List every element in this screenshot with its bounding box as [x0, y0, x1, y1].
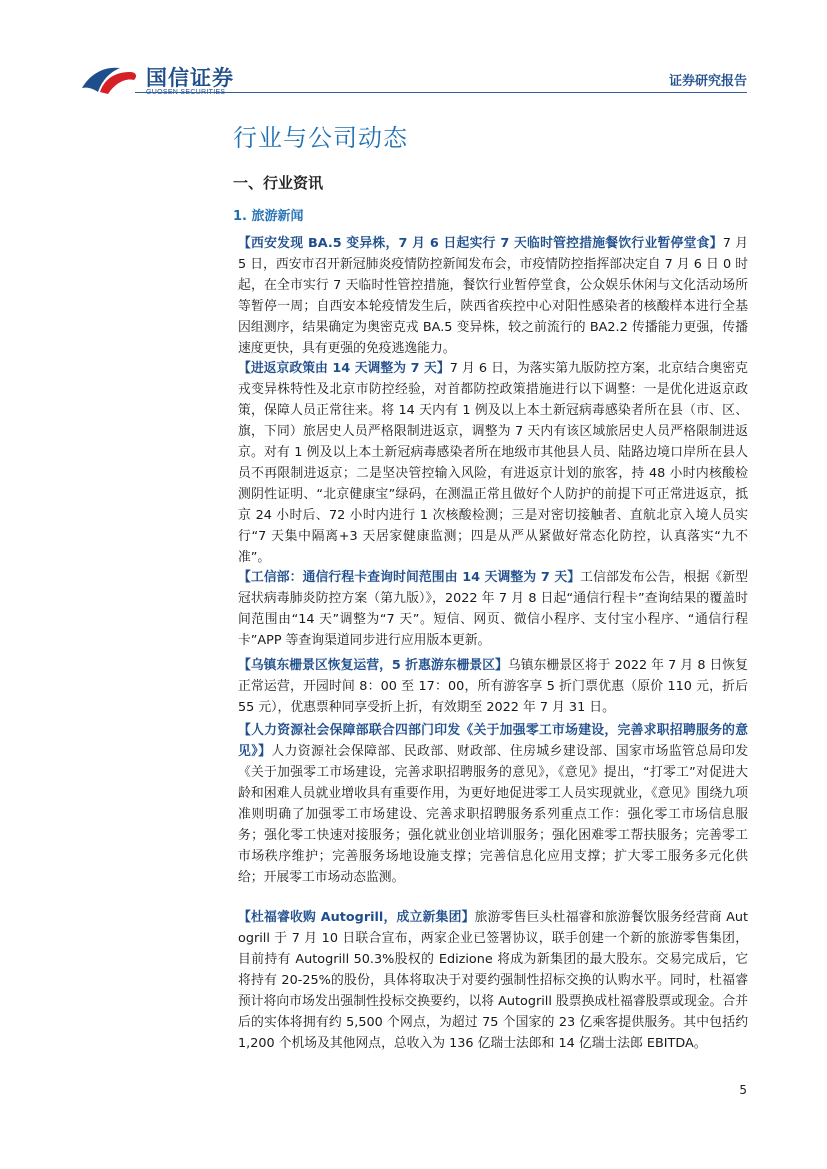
guosen-logo-icon	[80, 58, 138, 100]
news-headline: 【乌镇东栅景区恢复运营，5 折惠游东栅景区】	[238, 658, 508, 673]
news-headline: 【西安发现 BA.5 变异株，7 月 6 日起实行 7 天临时管控措施餐饮行业暂停堂食】	[238, 236, 723, 251]
subsection-heading: 1. 旅游新闻	[233, 209, 304, 224]
news-headline: 【进返京政策由 14 天调整为 7 天】	[238, 361, 450, 376]
section-heading: 一、行业资讯	[233, 174, 324, 192]
news-headline: 【人力资源社会保障部联合四部门印发《关于加强零工市场建设，完善求职招聘服务的意见》】	[238, 723, 748, 759]
news-body: 人力资源社会保障部、民政部、财政部、住房城乡建设部、国家市场监管总局印发《关于加强零工市场建设，完善求职招聘服务的意见》，《意见》提出，“打零工”对促进大龄和困难人员就业增收具有重要作用，为更好地促进零工人员实现就业，《意见》围绕九项准则明确了加强零工市场建设、完善求职招聘服务系列重点工作：强化零工市场信息服务；强化零工快速对接服务；强化就业创业培训服务；强化困难零工帮扶服务；完善零工市场秩序维护；完善服务场地设施支撑；完善信息化应用支撑；扩大零工服务多元化供给；开展零工市场动态监测。	[238, 744, 748, 885]
page-number: 5	[739, 1083, 747, 1097]
news-item	[238, 907, 748, 1054]
news-item	[238, 720, 748, 888]
page-title: 行业与公司动态	[233, 124, 408, 152]
logo-wordmark-cn: 国信证券	[146, 66, 234, 90]
report-type-label: 证券研究报告	[668, 74, 747, 89]
news-body: 乌镇东栅景区将于 2022 年 7 月 8 日恢复正常运营，开园时间 8：00 至 17：00，所有游客享 5 折门票优惠（原价 110 元，折后 55 元），优惠票种同享受折上折，有效期至 2022 年 7 月 31 日。	[238, 658, 749, 715]
header-divider	[135, 92, 747, 93]
news-body: 工信部发布公告，根据《新型冠状病毒肺炎防控方案（第九版）》，2022 年 7 月 8 日起“通信行程卡”查询结果的覆盖时间范围由“14 天”调整为“7 天”。短信、网页、微信小程序、支付宝小程序、“通信行程卡”APP 等查询渠道同步进行应用版本更新。	[238, 570, 748, 648]
news-body: 旅游零售巨头杜福睿和旅游餐饮服务经营商 Autogrill 于 7 月 10 日联合宣布，两家企业已签署协议，联手创建一个新的旅游零售集团，目前持有 Autogrill 50.3%股权的 Edizione 将成为新集团的最大股东。交易完成后，它将持有 20-25%的股份，具体将取决于对要约强制性招标交换的认购水平。同时，杜福睿预计将向市场发出强制性投标交换要约，以将 Autogrill 股票换成杜福睿股票或现金。合并后的实体将拥有约 5,500 个网点，为超过 75 个国家的 23 亿乘客提供服务。其中包括约 1,200 个机场及其他网点，总收入为 136 亿瑞士法郎和 14 亿瑞士法郎 EBITDA。	[238, 910, 749, 1051]
news-body: 7 月 6 日，为落实第九版防控方案，北京结合奥密克戎变异株特性及北京市防控经验，对首都防控政策措施进行以下调整：一是优化进返京政策，保障人员正常往来。将 14 天内有 1 例及以上本土新冠病毒感染者所在县（市、区、旗，下同）旅居史人员严格限制进返京，调整为 7 天内有该区域旅居史人员严格限制进返京。对有 1 例及以上本土新冠病毒感染者所在地级市其他县人员、陆路边境口岸所在县人员不再限制进返京；二是坚决管控输入风险，有进返京计划的旅客，持 48 小时内核酸检测阴性证明、“北京健康宝”绿码，在测温正常且做好个人防护的前提下可正常进返京，抵京 24 小时后、72 小时内进行 1 次核酸检测；三是对密切接触者、直航北京入境人员实行“7 天集中隔离+3 天居家健康监测；四是从严从紧做好常态化防控，认真落实“九不准”。	[238, 361, 748, 565]
logo-wordmark-en: GUOSEN SECURITIES	[146, 89, 226, 96]
news-paragraph	[238, 907, 748, 1054]
news-paragraph	[238, 358, 748, 568]
news-item	[238, 233, 748, 359]
news-item	[238, 358, 748, 568]
news-paragraph	[238, 233, 748, 359]
news-item	[238, 567, 748, 651]
news-paragraph	[238, 655, 748, 718]
news-headline: 【工信部：通信行程卡查询时间范围由 14 天调整为 7 天】	[238, 570, 581, 585]
news-item	[238, 655, 748, 718]
news-paragraph	[238, 567, 748, 651]
news-paragraph	[238, 720, 748, 888]
news-headline: 【杜福睿收购 Autogrill，成立新集团】	[238, 910, 475, 925]
news-body: 7 月 5 日，西安市召开新冠肺炎疫情防控新闻发布会，市疫情防控指挥部决定自 7 月 6 日 0 时起，在全市实行 7 天临时性管控措施，餐饮行业暂停堂食，公众娱乐休闲与文化活动场所等暂停一周；自西安本轮疫情发生后，陕西省疾控中心对阳性感染者的核酸样本进行全基因组测序，结果确定为奥密克戎 BA.5 变异株，较之前流行的 BA2.2 传播能力更强，传播速度更快，具有更强的免疫逃逸能力。	[238, 236, 748, 356]
